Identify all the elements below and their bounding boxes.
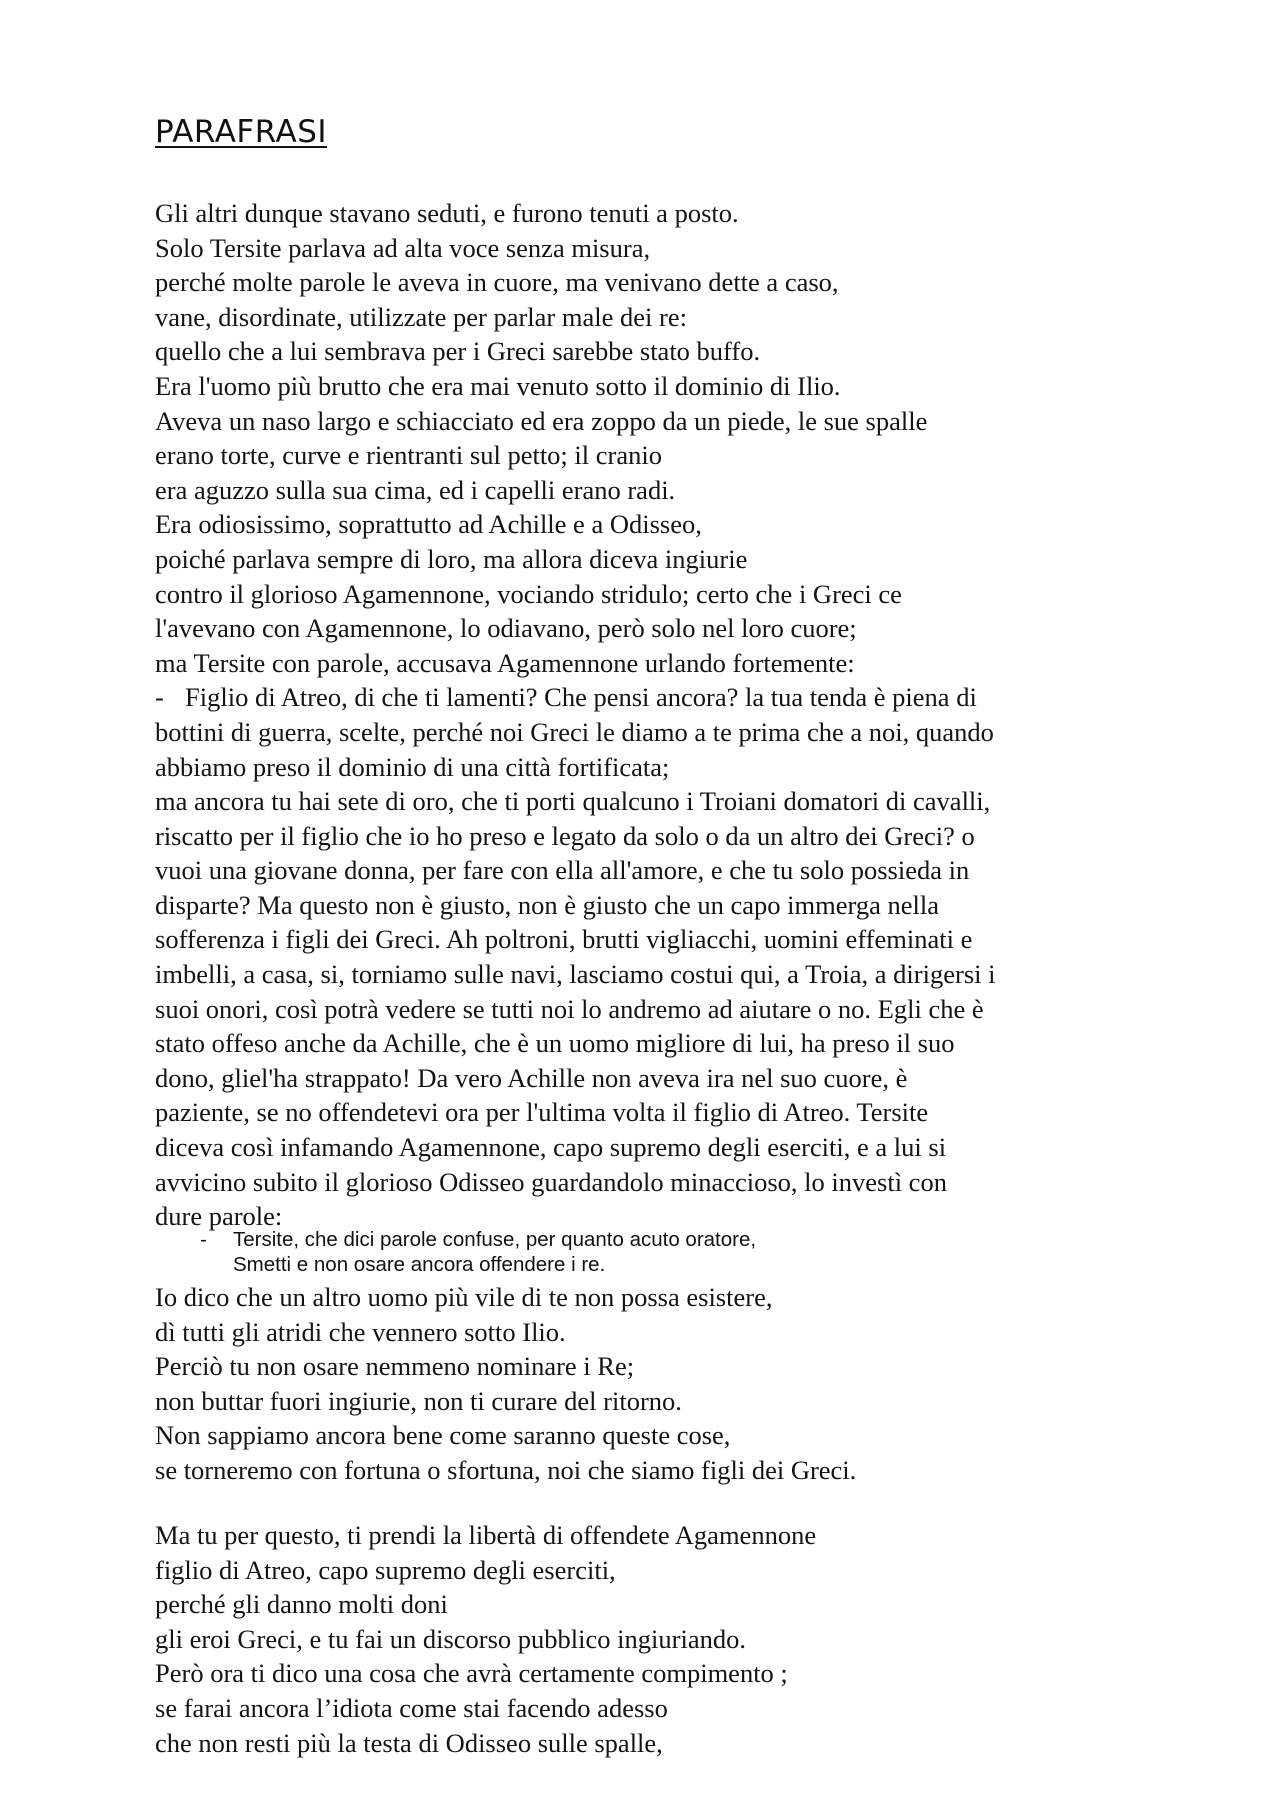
text-line: l'avevano con Agamennone, lo odiavano, però solo nel loro cuore; [155,613,857,644]
text-line: Solo Tersite parlava ad alta voce senza misura, [155,232,651,263]
odysseus-speech-block [200,1227,1100,1277]
odysseus-text: Smetti e non osare ancora offendere i re. [233,1253,606,1276]
paraphrase-block-final [155,1518,1155,1760]
text-line: sofferenza i figli dei Greci. Ah poltroni, brutti vigliacchi, uomini effeminati e [155,924,973,955]
speech-first-line [155,680,1155,715]
text-line: Ma tu per questo, ti prendi la libertà di offendete Agamennone [155,1520,817,1550]
text-line: vuoi una giovane donna, per fare con ella all'amore, e che tu solo possieda in [155,855,970,886]
text-line: Perciò tu non osare nemmeno nominare i Re; [155,1351,635,1382]
text-line: era aguzzo sulla sua cima, ed i capelli erano radi. [155,474,676,505]
text-line: gli eroi Greci, e tu fai un discorso pubblico ingiuriando. [155,1623,746,1654]
text-line: riscatto per il figlio che io ho preso e legato da solo o da un altro dei Greci? o [155,820,975,851]
text-line: imbelli, a casa, si, torniamo sulle navi, lasciamo costui qui, a Troia, a dirigersi i [155,959,996,990]
text-line: paziente, se no offendetevi ora per l'ultima volta il figlio di Atreo. Tersite [155,1097,929,1128]
text-line: Però ora ti dico una cosa che avrà certamente compimento ; [155,1658,788,1689]
text-line: perché gli danno molti doni [155,1589,448,1620]
text-line: figlio di Atreo, capo supremo degli eserciti, [155,1554,616,1585]
text-line: Era l'uomo più brutto che era mai venuto sotto il dominio di Ilio. [155,370,841,401]
text-line: stato offeso anche da Achille, che è un uomo migliore di lui, ha preso il suo [155,1028,955,1059]
list-dash: - [155,682,164,713]
text-line: avvicino subito il glorioso Odisseo guardandolo minaccioso, lo investì con [155,1166,947,1197]
list-dash: - [200,1228,207,1251]
text-line: dono, gliel'ha strappato! Da vero Achille non aveva ira nel suo cuore, è [155,1062,908,1093]
text-line: Io dico che un altro uomo più vile di te non possa esistere, [155,1282,773,1312]
text-line: che non resti più la testa di Odisseo sulle spalle, [155,1727,663,1758]
text-line: Aveva un naso largo e schiacciato ed era zoppo da un piede, le sue spalle [155,405,928,436]
text-line: poiché parlava sempre di loro, ma allora diceva ingiurie [155,543,748,574]
odysseus-line [200,1252,1100,1277]
text-line: abbiamo preso il dominio di una città fortificata; [155,751,670,782]
text-line: se farai ancora l’idiota come stai facendo adesso [155,1692,668,1723]
text-line: bottini di guerra, scelte, perché noi Greci le diamo a te prima che a noi, quando [155,716,994,747]
paraphrase-block-intro [155,196,1155,1234]
paraphrase-block-reply [155,1280,1155,1488]
speech-first-text: Figlio di Atreo, di che ti lamenti? Che pensi ancora? la tua tenda è piena di [185,682,977,713]
text-line: dure parole: [155,1201,283,1232]
text-line: quello che a lui sembrava per i Greci sarebbe stato buffo. [155,336,761,367]
text-line: Era odiosissimo, soprattutto ad Achille e a Odisseo, [155,509,702,540]
text-line: vane, disordinate, utilizzate per parlar male dei re: [155,301,687,332]
text-line: erano torte, curve e rientranti sul petto; il cranio [155,440,662,471]
odysseus-line [200,1227,1100,1252]
text-line: perché molte parole le aveva in cuore, ma venivano dette a caso, [155,267,839,298]
text-line: Gli altri dunque stavano seduti, e furono tenuti a posto. [155,198,739,228]
text-line: suoi onori, così potrà vedere se tutti noi lo andremo ad aiutare o no. Egli che è [155,993,984,1024]
text-line: ma ancora tu hai sete di oro, che ti porti qualcuno i Troiani domatori di cavalli, [155,786,991,817]
text-line: dì tutti gli atridi che vennero sotto Ilio. [155,1316,566,1347]
text-line: ma Tersite con parole, accusava Agamennone urlando fortemente: [155,647,855,678]
page-title: PARAFRASI [155,114,328,150]
text-line: diceva così infamando Agamennone, capo supremo degli eserciti, e a lui si [155,1132,947,1163]
text-line: disparte? Ma questo non è giusto, non è giusto che un capo immerga nella [155,889,940,920]
text-line: contro il glorioso Agamennone, vociando stridulo; certo che i Greci ce [155,578,902,609]
text-line: Non sappiamo ancora bene come saranno queste cose, [155,1420,731,1451]
text-line: non buttar fuori ingiurie, non ti curare del ritorno. [155,1385,682,1416]
odysseus-text: Tersite, che dici parole confuse, per quanto acuto oratore, [233,1228,757,1251]
text-line: se torneremo con fortuna o sfortuna, noi che siamo figli dei Greci. [155,1454,857,1485]
